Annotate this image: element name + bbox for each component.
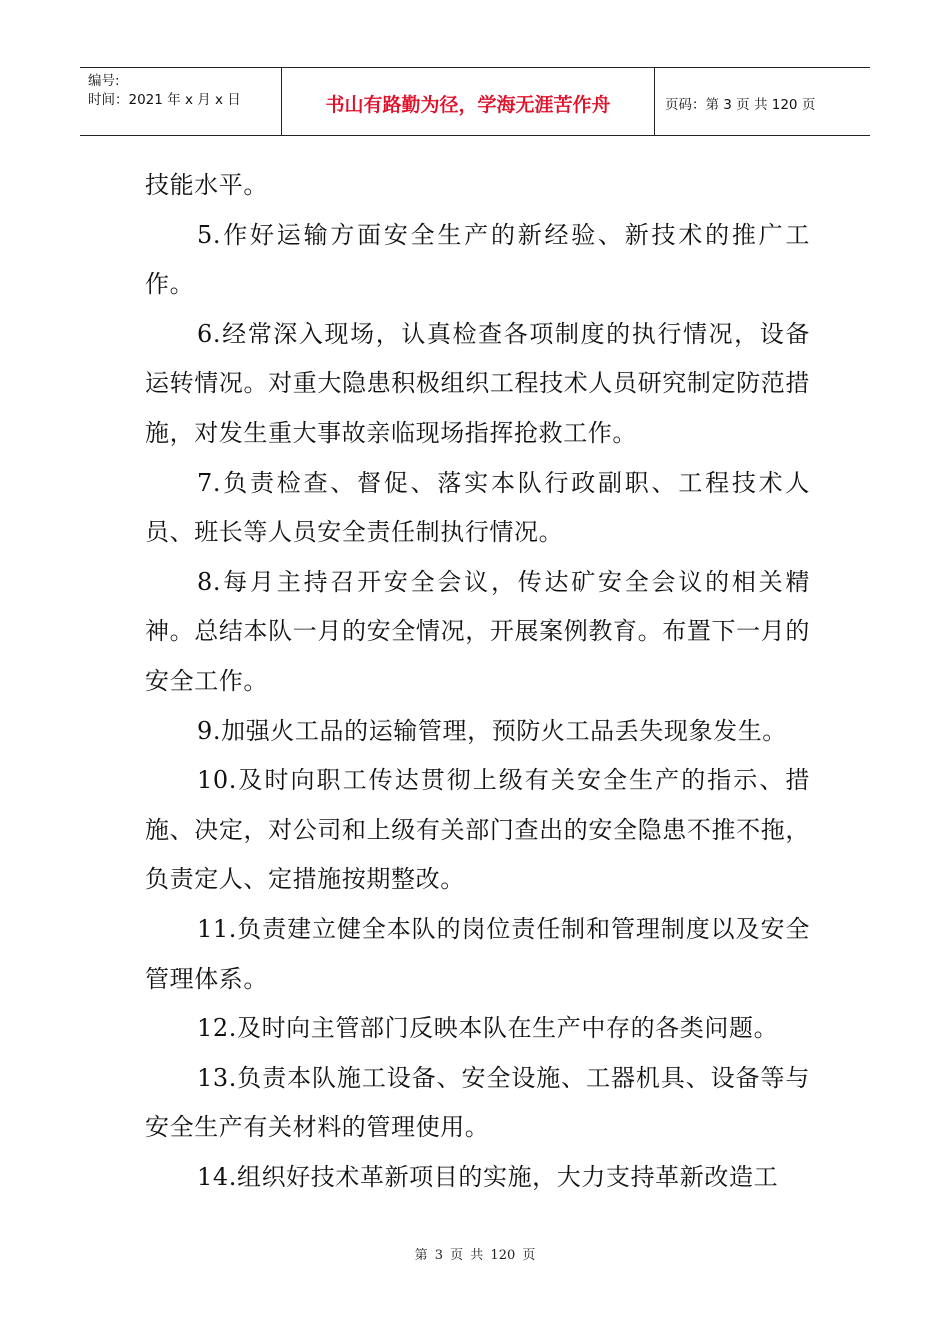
paragraph-item-10: 10.及时向职工传达贯彻上级有关安全生产的指示、措施、决定，对公司和上级有关部门查出的安全隐患不推不拖，负责定人、定措施按期整改。 — [145, 766, 810, 894]
header-page-cell — [655, 68, 870, 135]
paragraph-item-7: 7.负责检查、督促、落实本队行政副职、工程技术人员、班长等人员安全责任制执行情况。 — [145, 468, 810, 547]
document-body — [145, 161, 810, 1202]
document-time-label: 时间：2021 年 x 月 x 日 — [88, 92, 241, 108]
paragraph-item-9: 9.加强火工品的运输管理，预防火工品丢失现象发生。 — [197, 716, 787, 745]
paragraph-item-12: 12.及时向主管部门反映本队在生产中存的各类问题。 — [197, 1014, 779, 1043]
document-number-label: 编号: — [88, 73, 120, 89]
header-table — [80, 67, 870, 136]
page-footer: 第 3 页 共 120 页 — [414, 1248, 536, 1263]
header-motto-cell — [282, 68, 655, 135]
paragraph-item-5: 5.作好运输方面安全生产的新经验、新技术的推广工作。 — [145, 220, 810, 299]
paragraph-continuation: 技能水平。 — [145, 171, 268, 199]
paragraph-item-8: 8.每月主持召开安全会议，传达矿安全会议的相关精神。总结本队一月的安全情况，开展案例教育。布置下一月的安全工作。 — [145, 567, 810, 695]
paragraph-item-6: 6.经常深入现场，认真检查各项制度的执行情况，设备运转情况。对重大隐患积极组织工程技术人员研究制定防范措施，对发生重大事故亲临现场指挥抢救工作。 — [145, 319, 810, 447]
paragraph-item-14: 14.组织好技术革新项目的实施，大力支持革新改造工 — [197, 1162, 779, 1191]
header-motto: 书山有路勤为径，学海无涯苦作舟 — [325, 94, 611, 116]
paragraph-item-11: 11.负责建立健全本队的岗位责任制和管理制度以及安全管理体系。 — [145, 914, 810, 993]
header-page-info: 页码：第 3 页 共 120 页 — [665, 96, 816, 113]
paragraph-item-13: 13.负责本队施工设备、安全设施、工器机具、设备等与安全生产有关材料的管理使用。 — [145, 1063, 810, 1142]
header-meta-cell — [80, 68, 282, 135]
